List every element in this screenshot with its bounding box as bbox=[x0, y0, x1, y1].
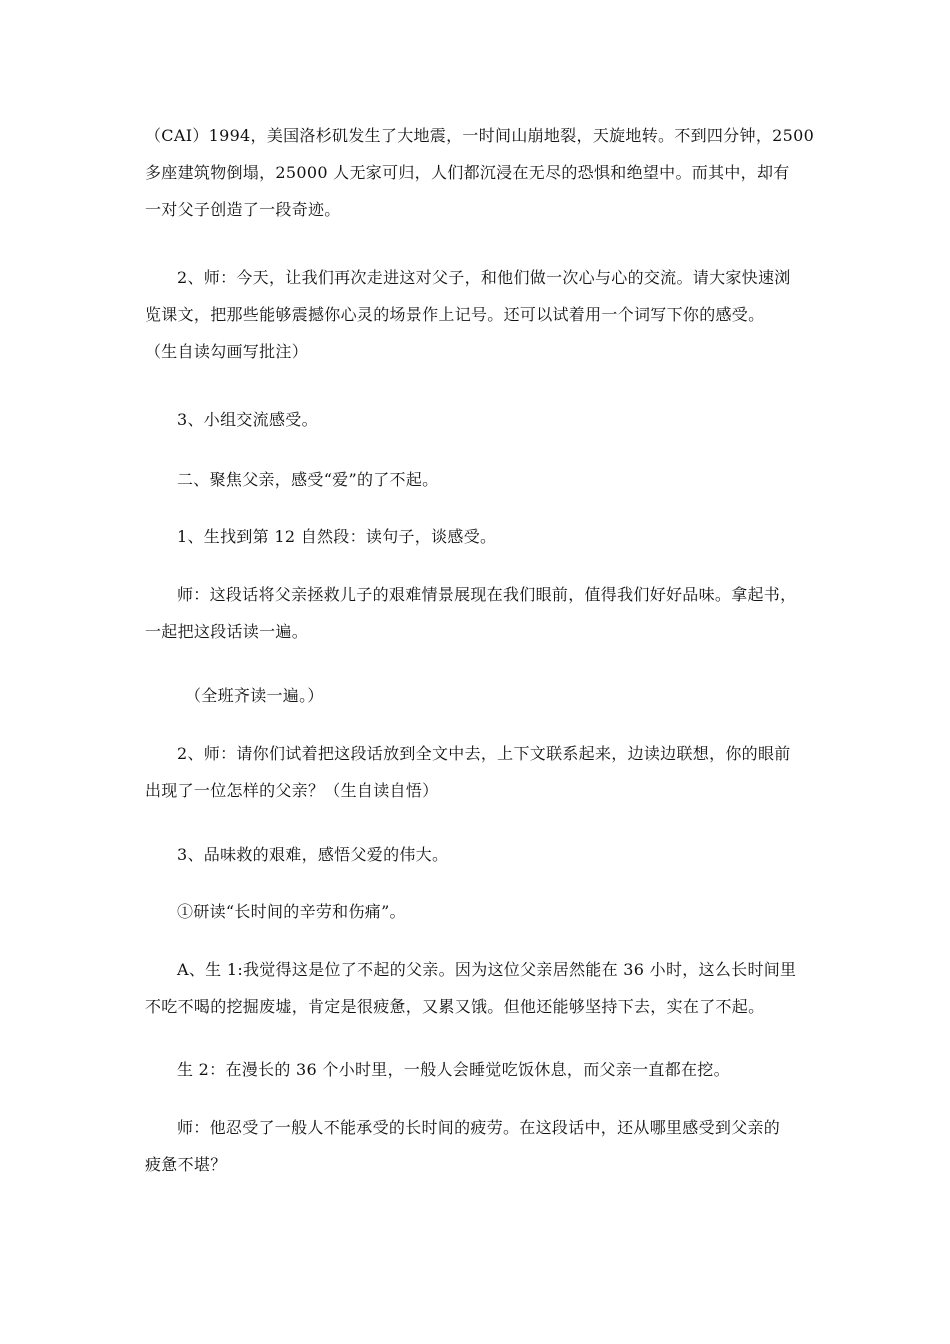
text-line: 不吃不喝的挖掘废墟，肯定是很疲惫，又累又饿。但他还能够坚持下去，实在了不起。 bbox=[145, 997, 765, 1016]
paragraph-teacher-today bbox=[145, 259, 810, 370]
paragraph-group-exchange bbox=[145, 401, 810, 438]
text-line: 师：他忍受了一般人不能承受的长时间的疲劳。在这段话中，还从哪里感受到父亲的 bbox=[177, 1118, 781, 1137]
text-line: 1、生找到第 12 自然段：读句子，谈感受。 bbox=[177, 527, 497, 546]
text-line: 师：这段话将父亲拯救儿子的艰难情景展现在我们眼前，值得我们好好品味。拿起书， bbox=[177, 585, 797, 604]
paragraph-intro-cai bbox=[145, 117, 815, 228]
paragraph-student-1 bbox=[145, 951, 810, 1025]
paragraph-class-reading bbox=[145, 677, 810, 714]
paragraph-find-section-12 bbox=[145, 518, 810, 555]
text-line: 览课文，把那些能够震撼你心灵的场景作上记号。还可以试着用一个词写下你的感受。 bbox=[145, 305, 765, 324]
text-line: 出现了一位怎样的父亲？（生自读自悟） bbox=[145, 781, 439, 800]
paragraph-study-long-time bbox=[145, 893, 810, 930]
text-line: 疲惫不堪？ bbox=[145, 1155, 227, 1174]
text-line: （全班齐读一遍。） bbox=[185, 686, 324, 705]
text-line: ①研读“长时间的辛劳和伤痛”。 bbox=[177, 902, 406, 921]
text-line: 2、师：今天，让我们再次走进这对父子，和他们做一次心与心的交流。请大家快速浏 bbox=[177, 268, 791, 287]
paragraph-teacher-context bbox=[145, 735, 810, 809]
paragraph-teacher-savor bbox=[145, 576, 810, 650]
text-line: （CAI）1994，美国洛杉矶发生了大地震，一时间山崩地裂，天旋地转。不到四分钟，2500 bbox=[145, 126, 815, 145]
text-line: 二、聚焦父亲，感受“爱”的了不起。 bbox=[177, 470, 439, 489]
text-line: 一对父子创造了一段奇迹。 bbox=[145, 200, 341, 219]
paragraph-student-2 bbox=[145, 1051, 810, 1088]
text-line: 多座建筑物倒塌，25000 人无家可归，人们都沉浸在无尽的恐惧和绝望中。而其中，却有 bbox=[145, 163, 790, 182]
paragraph-savor-hardship bbox=[145, 836, 810, 873]
text-line: 2、师：请你们试着把这段话放到全文中去，上下文联系起来，边读边联想，你的眼前 bbox=[177, 744, 791, 763]
text-line: 3、小组交流感受。 bbox=[177, 410, 318, 429]
section-heading-focus-father bbox=[145, 461, 810, 498]
text-line: 3、品味救的艰难，感悟父爱的伟大。 bbox=[177, 845, 449, 864]
text-line: 一起把这段话读一遍。 bbox=[145, 622, 309, 641]
text-line: A、生 1:我觉得这是位了不起的父亲。因为这位父亲居然能在 36 小时，这么长时间里 bbox=[177, 960, 797, 979]
paragraph-teacher-fatigue bbox=[145, 1109, 810, 1183]
text-line: 生 2：在漫长的 36 个小时里，一般人会睡觉吃饭休息，而父亲一直都在挖。 bbox=[177, 1060, 730, 1079]
text-line: （生自读勾画写批注） bbox=[145, 342, 309, 361]
